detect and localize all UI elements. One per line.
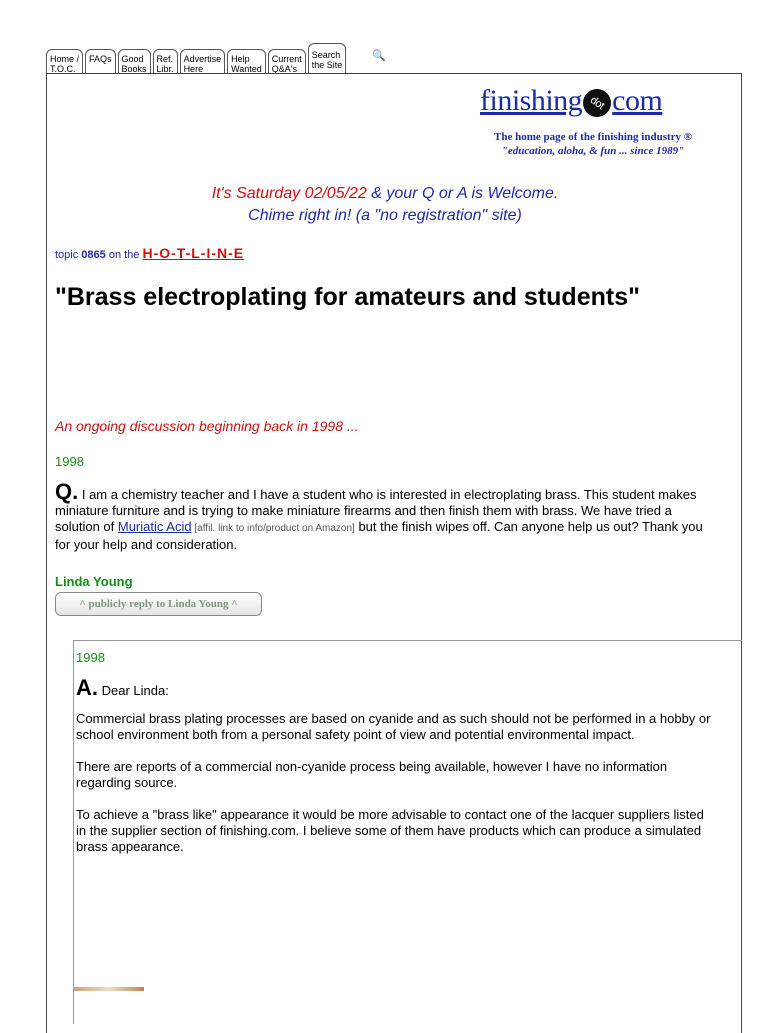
tab-faqs[interactable]: FAQs [85,49,116,73]
tab-current-qa[interactable]: Current Q&A's [268,49,306,73]
welcome-banner [60,183,710,227]
question-marker: Q. [55,479,79,504]
topic-mid: on the [105,249,143,261]
tab-help-wanted[interactable]: Help Wanted [227,49,266,73]
answer-marker: A. [76,675,98,700]
thread-intro: An ongoing discussion beginning back in 1998 ... [55,418,359,434]
answer-body [76,675,716,871]
tab-ref-libr[interactable]: Ref. Libr. [153,49,178,73]
answer-left-rule [73,640,74,1024]
tab-home[interactable]: Home / T.O.C. [46,49,83,73]
nav-tabs [46,43,348,73]
hotline-link[interactable]: H-O-T-L-I-N-E [142,245,245,261]
search-icon: 🔍 [372,50,386,62]
bottom-image-thumbnail [74,987,144,991]
tab-advertise[interactable]: Advertise Here [180,49,226,73]
welcome-date: It's Saturday 02/05/22 [211,185,367,202]
answer-paragraph-2: There are reports of a commercial non-cyanide process being available, however I have no information regarding source. [76,759,668,790]
muriatic-acid-link[interactable]: Muriatic Acid [117,519,192,534]
topic-line [55,245,244,261]
logo-part1: finishing [480,84,583,117]
logo-part2: com [612,84,663,117]
affiliate-note: [affil. link to info/product on Amazon] [191,523,355,534]
answer-divider [73,640,742,641]
topic-number: 0865 [81,249,106,261]
topic-prefix: topic [55,249,82,261]
answer-paragraph-3: To achieve a "brass like" appearance it would be more advisable to contact one of the lacquer suppliers listed in the supplier section of finishing.com. I believe some of them have products which can produce a simulated brass appearance. [76,807,704,854]
answer-greeting: Dear Linda: [98,683,169,698]
tab-good-books[interactable]: Good Books [118,49,151,73]
tagline-line2: "education, aloha, & fun ... since 1989" [501,145,685,157]
answer-year: 1998 [76,650,105,665]
tagline-line1: The home page of the finishing industry ® [494,131,692,143]
question-text-b: but the finish wipes off. Can anyone help us out? Thank you for your help and consideration. [55,519,703,552]
question-author: Linda Young [55,574,133,589]
welcome-chime: Chime right in! (a "no registration" site) [248,207,522,224]
question-text-a: I am a chemistry teacher and I have a student who is interested in electroplating brass. This student makes miniature furniture and is trying to make miniature firearms and then finish them with brass. We have tried a solution of [55,487,697,534]
answer-paragraph-1: Commercial brass plating processes are based on cyanide and as such should not be performed in a hobby or school environment both from a personal safety point of view and potential environmental impact. [76,711,711,742]
reply-button[interactable]: ^ publicly reply to Linda Young ^ [55,592,262,616]
logo-dot-icon: dot [578,84,617,123]
tab-search-label: Search the Site [311,50,343,70]
question-year: 1998 [55,454,84,469]
page-title: "Brass electroplating for amateurs and students" [55,283,640,311]
site-logo[interactable] [480,84,662,118]
welcome-text: & your Q or A is Welcome. [366,185,559,202]
question-body [55,479,720,553]
site-tagline [470,130,716,158]
tab-search[interactable] [308,43,347,73]
